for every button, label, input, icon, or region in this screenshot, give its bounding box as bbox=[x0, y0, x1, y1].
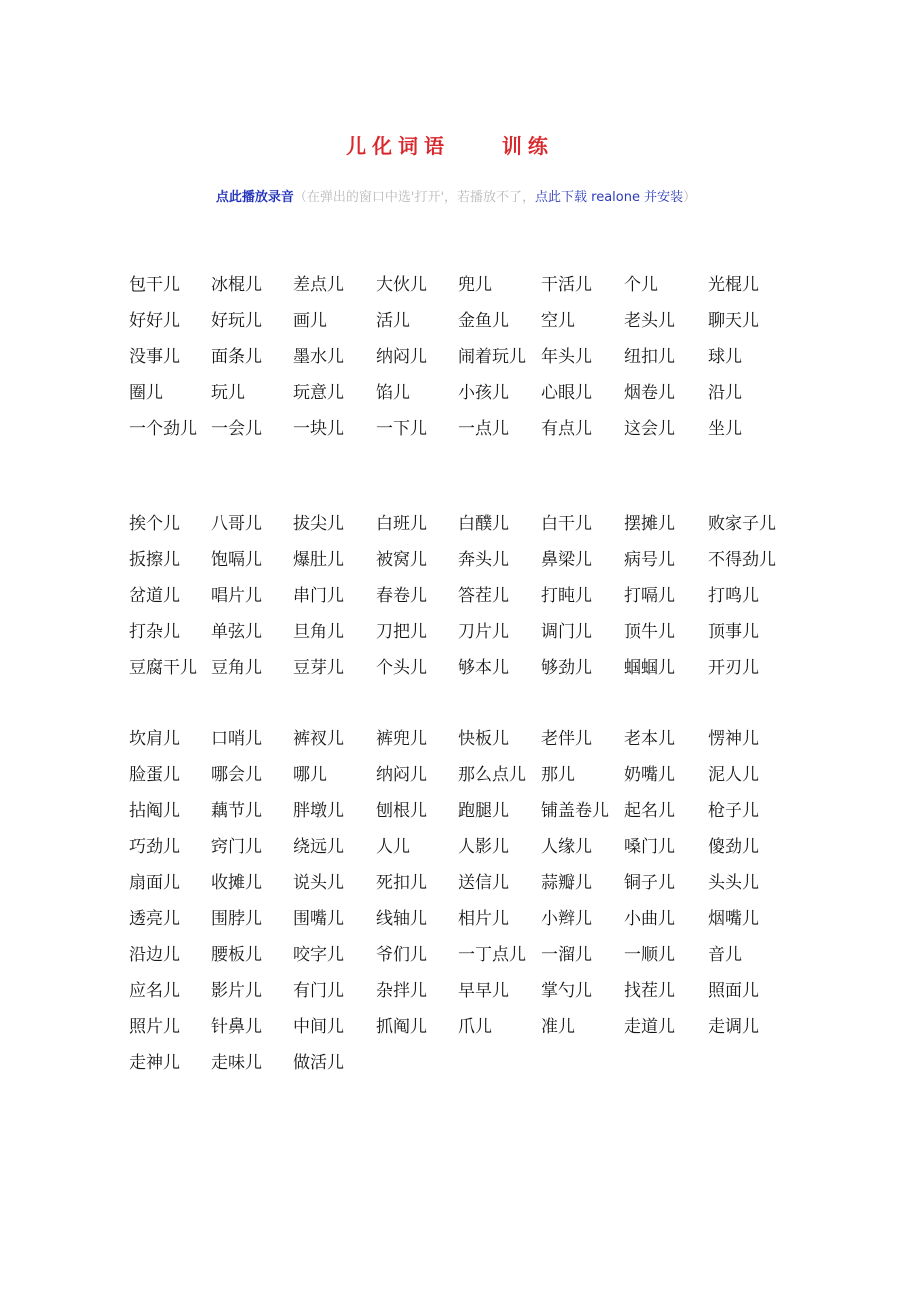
word-item: 走调儿 bbox=[708, 1017, 759, 1037]
word-row bbox=[129, 980, 809, 1016]
word-item: 扇面儿 bbox=[129, 873, 180, 893]
word-item: 不得劲儿 bbox=[708, 550, 776, 570]
word-item: 白醭儿 bbox=[458, 514, 509, 534]
word-item: 个头儿 bbox=[376, 658, 427, 678]
word-item: 一丁点儿 bbox=[458, 945, 526, 965]
word-item: 金鱼儿 bbox=[458, 311, 509, 331]
word-item: 一顺儿 bbox=[624, 945, 675, 965]
word-item: 够劲儿 bbox=[541, 658, 592, 678]
word-item: 走道儿 bbox=[624, 1017, 675, 1037]
word-item: 鼻梁儿 bbox=[541, 550, 592, 570]
word-item: 没事儿 bbox=[129, 347, 180, 367]
word-item: 纳闷儿 bbox=[376, 347, 427, 367]
word-item: 爪儿 bbox=[458, 1017, 492, 1037]
word-group-1 bbox=[129, 274, 809, 454]
word-item: 沿儿 bbox=[708, 383, 742, 403]
word-item: 咬字儿 bbox=[293, 945, 344, 965]
word-item: 白班儿 bbox=[376, 514, 427, 534]
word-item: 唱片儿 bbox=[211, 586, 262, 606]
word-row bbox=[129, 513, 809, 549]
word-row bbox=[129, 346, 809, 382]
word-item: 小孩儿 bbox=[458, 383, 509, 403]
word-item: 嗓门儿 bbox=[624, 837, 675, 857]
word-item: 爷们儿 bbox=[376, 945, 427, 965]
word-item: 头头儿 bbox=[708, 873, 759, 893]
word-item: 一溜儿 bbox=[541, 945, 592, 965]
word-item: 爆肚儿 bbox=[293, 550, 344, 570]
word-item: 拔尖儿 bbox=[293, 514, 344, 534]
word-item: 裤兜儿 bbox=[376, 729, 427, 749]
word-row bbox=[129, 621, 809, 657]
word-group-2 bbox=[129, 513, 809, 693]
word-item: 胖墩儿 bbox=[293, 801, 344, 821]
word-item: 铺盖卷儿 bbox=[541, 801, 609, 821]
word-item: 豆芽儿 bbox=[293, 658, 344, 678]
word-item: 抓阄儿 bbox=[376, 1017, 427, 1037]
word-item: 一块儿 bbox=[293, 419, 344, 439]
word-item: 说头儿 bbox=[293, 873, 344, 893]
word-item: 跑腿儿 bbox=[458, 801, 509, 821]
word-item: 拈阄儿 bbox=[129, 801, 180, 821]
word-row bbox=[129, 836, 809, 872]
word-item: 一点儿 bbox=[458, 419, 509, 439]
word-item: 准儿 bbox=[541, 1017, 575, 1037]
word-item: 针鼻儿 bbox=[211, 1017, 262, 1037]
word-item: 好玩儿 bbox=[211, 311, 262, 331]
word-item: 一个劲儿 bbox=[129, 419, 197, 439]
word-item: 面条儿 bbox=[211, 347, 262, 367]
word-item: 包干儿 bbox=[129, 275, 180, 295]
word-item: 中间儿 bbox=[293, 1017, 344, 1037]
word-item: 打鸣儿 bbox=[708, 586, 759, 606]
word-row bbox=[129, 418, 809, 454]
word-item: 裤衩儿 bbox=[293, 729, 344, 749]
word-row bbox=[129, 764, 809, 800]
word-item: 摆摊儿 bbox=[624, 514, 675, 534]
word-item: 刀片儿 bbox=[458, 622, 509, 642]
word-row bbox=[129, 1016, 809, 1052]
word-item: 画儿 bbox=[293, 311, 327, 331]
word-item: 快板儿 bbox=[458, 729, 509, 749]
word-item: 聊天儿 bbox=[708, 311, 759, 331]
word-row bbox=[129, 549, 809, 585]
word-item: 走味儿 bbox=[211, 1053, 262, 1073]
closing-paren: ） bbox=[683, 190, 697, 205]
word-item: 空儿 bbox=[541, 311, 575, 331]
word-item: 送信儿 bbox=[458, 873, 509, 893]
word-item: 枪子儿 bbox=[708, 801, 759, 821]
playback-note: （在弹出的窗口中选'打开'，若播放不了， bbox=[293, 190, 536, 205]
word-item: 走神儿 bbox=[129, 1053, 180, 1073]
word-row bbox=[129, 908, 809, 944]
word-item: 春卷儿 bbox=[376, 586, 427, 606]
word-item: 有门儿 bbox=[293, 981, 344, 1001]
word-item: 奶嘴儿 bbox=[624, 765, 675, 785]
word-item: 顶事儿 bbox=[708, 622, 759, 642]
word-item: 球儿 bbox=[708, 347, 742, 367]
word-item: 掌勺儿 bbox=[541, 981, 592, 1001]
word-row bbox=[129, 382, 809, 418]
word-item: 蒜瓣儿 bbox=[541, 873, 592, 893]
word-item: 泥人儿 bbox=[708, 765, 759, 785]
word-item: 馅儿 bbox=[376, 383, 410, 403]
word-row bbox=[129, 1052, 809, 1088]
word-row bbox=[129, 310, 809, 346]
word-row bbox=[129, 657, 809, 693]
word-item: 坎肩儿 bbox=[129, 729, 180, 749]
word-item: 杂拌儿 bbox=[376, 981, 427, 1001]
word-item: 应名儿 bbox=[129, 981, 180, 1001]
word-item: 巧劲儿 bbox=[129, 837, 180, 857]
word-item: 够本儿 bbox=[458, 658, 509, 678]
word-row bbox=[129, 274, 809, 310]
word-item: 找茬儿 bbox=[624, 981, 675, 1001]
word-item: 人儿 bbox=[376, 837, 410, 857]
play-recording-link[interactable]: 点此播放录音 bbox=[215, 190, 294, 205]
word-item: 一会儿 bbox=[211, 419, 262, 439]
word-item: 铜子儿 bbox=[624, 873, 675, 893]
word-item: 病号儿 bbox=[624, 550, 675, 570]
word-item: 哪会儿 bbox=[211, 765, 262, 785]
word-item: 线轴儿 bbox=[376, 909, 427, 929]
word-item: 窍门儿 bbox=[211, 837, 262, 857]
word-item: 相片儿 bbox=[458, 909, 509, 929]
word-item: 刨根儿 bbox=[376, 801, 427, 821]
word-item: 岔道儿 bbox=[129, 586, 180, 606]
word-item: 扳擦儿 bbox=[129, 550, 180, 570]
word-item: 心眼儿 bbox=[541, 383, 592, 403]
word-item: 一下儿 bbox=[376, 419, 427, 439]
word-item: 玩儿 bbox=[211, 383, 245, 403]
word-item: 兜儿 bbox=[458, 275, 492, 295]
word-item: 打嗝儿 bbox=[624, 586, 675, 606]
word-item: 老本儿 bbox=[624, 729, 675, 749]
word-item: 腰板儿 bbox=[211, 945, 262, 965]
word-item: 围嘴儿 bbox=[293, 909, 344, 929]
page-title: 儿化词语 训练 bbox=[346, 134, 554, 158]
word-item: 豆角儿 bbox=[211, 658, 262, 678]
word-item: 被窝儿 bbox=[376, 550, 427, 570]
word-item: 差点儿 bbox=[293, 275, 344, 295]
word-item: 哪儿 bbox=[293, 765, 327, 785]
word-item: 音儿 bbox=[708, 945, 742, 965]
word-item: 那儿 bbox=[541, 765, 575, 785]
word-item: 起名儿 bbox=[624, 801, 675, 821]
download-realone-link[interactable]: 点此下载 realone 并安装 bbox=[535, 190, 684, 205]
word-item: 干活儿 bbox=[541, 275, 592, 295]
word-item: 玩意儿 bbox=[293, 383, 344, 403]
word-item: 好好儿 bbox=[129, 311, 180, 331]
word-item: 收摊儿 bbox=[211, 873, 262, 893]
word-item: 败家子儿 bbox=[708, 514, 776, 534]
word-group-3 bbox=[129, 728, 809, 1088]
word-item: 圈儿 bbox=[129, 383, 163, 403]
word-item: 单弦儿 bbox=[211, 622, 262, 642]
word-item: 坐儿 bbox=[708, 419, 742, 439]
word-item: 个儿 bbox=[624, 275, 658, 295]
word-row bbox=[129, 585, 809, 621]
word-item: 墨水儿 bbox=[293, 347, 344, 367]
word-item: 口哨儿 bbox=[211, 729, 262, 749]
word-item: 活儿 bbox=[376, 311, 410, 331]
word-item: 调门儿 bbox=[541, 622, 592, 642]
word-item: 白干儿 bbox=[541, 514, 592, 534]
word-item: 串门儿 bbox=[293, 586, 344, 606]
word-item: 年头儿 bbox=[541, 347, 592, 367]
word-item: 光棍儿 bbox=[708, 275, 759, 295]
word-item: 人影儿 bbox=[458, 837, 509, 857]
word-item: 八哥儿 bbox=[211, 514, 262, 534]
word-item: 透亮儿 bbox=[129, 909, 180, 929]
word-item: 傻劲儿 bbox=[708, 837, 759, 857]
word-item: 这会儿 bbox=[624, 419, 675, 439]
word-item: 奔头儿 bbox=[458, 550, 509, 570]
word-row bbox=[129, 800, 809, 836]
word-item: 藕节儿 bbox=[211, 801, 262, 821]
word-item: 小辫儿 bbox=[541, 909, 592, 929]
word-item: 死扣儿 bbox=[376, 873, 427, 893]
word-item: 烟嘴儿 bbox=[708, 909, 759, 929]
word-item: 沿边儿 bbox=[129, 945, 180, 965]
word-item: 大伙儿 bbox=[376, 275, 427, 295]
word-item: 蝈蝈儿 bbox=[624, 658, 675, 678]
word-item: 冰棍儿 bbox=[211, 275, 262, 295]
word-item: 影片儿 bbox=[211, 981, 262, 1001]
word-item: 围脖儿 bbox=[211, 909, 262, 929]
word-item: 照面儿 bbox=[708, 981, 759, 1001]
word-item: 挨个儿 bbox=[129, 514, 180, 534]
word-item: 饱嗝儿 bbox=[211, 550, 262, 570]
word-item: 开刃儿 bbox=[708, 658, 759, 678]
word-item: 纽扣儿 bbox=[624, 347, 675, 367]
word-item: 老伴儿 bbox=[541, 729, 592, 749]
word-item: 打盹儿 bbox=[541, 586, 592, 606]
word-item: 打杂儿 bbox=[129, 622, 180, 642]
word-item: 旦角儿 bbox=[293, 622, 344, 642]
word-item: 人缘儿 bbox=[541, 837, 592, 857]
word-row bbox=[129, 728, 809, 764]
word-item: 老头儿 bbox=[624, 311, 675, 331]
word-item: 绕远儿 bbox=[293, 837, 344, 857]
word-item: 豆腐干儿 bbox=[129, 658, 197, 678]
word-item: 刀把儿 bbox=[376, 622, 427, 642]
word-row bbox=[129, 944, 809, 980]
word-item: 那么点儿 bbox=[458, 765, 526, 785]
word-item: 做活儿 bbox=[293, 1053, 344, 1073]
word-row bbox=[129, 872, 809, 908]
word-item: 照片儿 bbox=[129, 1017, 180, 1037]
word-item: 有点儿 bbox=[541, 419, 592, 439]
word-item: 顶牛儿 bbox=[624, 622, 675, 642]
word-item: 答茬儿 bbox=[458, 586, 509, 606]
word-item: 纳闷儿 bbox=[376, 765, 427, 785]
word-item: 小曲儿 bbox=[624, 909, 675, 929]
word-item: 愣神儿 bbox=[708, 729, 759, 749]
word-item: 脸蛋儿 bbox=[129, 765, 180, 785]
word-item: 早早儿 bbox=[458, 981, 509, 1001]
word-item: 闹着玩儿 bbox=[458, 347, 526, 367]
word-item: 烟卷儿 bbox=[624, 383, 675, 403]
audio-instructions bbox=[0, 186, 912, 205]
